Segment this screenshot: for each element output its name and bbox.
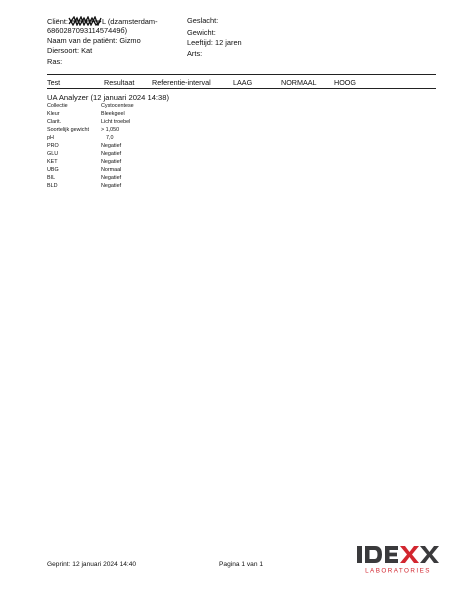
- idexx-laboratories-logo: [357, 545, 439, 575]
- laboratories-wordmark: LABORATORIES: [365, 567, 431, 575]
- test-name: PRO: [47, 143, 59, 149]
- test-result: 7,0: [106, 135, 114, 141]
- patient-name-line: [47, 36, 141, 46]
- test-name: BLD: [47, 183, 58, 189]
- printed-timestamp: Geprint: 12 januari 2024 14:40: [47, 561, 137, 568]
- header-rule-top: [47, 74, 436, 75]
- breed-label: Ras:: [47, 57, 63, 66]
- idexx-wordmark: [357, 546, 439, 563]
- header-rule-bottom: [47, 88, 436, 89]
- test-result: > 1,050: [101, 127, 120, 133]
- result-row: [47, 110, 247, 118]
- test-name: Soortelijk gewicht: [47, 127, 89, 133]
- test-result: Cystocentese: [101, 103, 134, 109]
- test-name: UBG: [47, 167, 59, 173]
- test-name: Collectie: [47, 103, 68, 109]
- test-result: Negatief: [101, 175, 122, 181]
- vet-label: Arts:: [187, 49, 203, 58]
- col-result: Resultaat: [104, 78, 135, 87]
- test-result: Negatief: [101, 151, 122, 157]
- client-value: L (dzamsterdam-: [101, 17, 158, 26]
- species-label: Diersoort:: [47, 46, 80, 55]
- result-row: [47, 182, 247, 190]
- result-row: [47, 150, 247, 158]
- section-title: UA Analyzer (12 januari 2024 14:38): [47, 93, 169, 102]
- test-name: pH: [47, 135, 54, 141]
- test-result: Normaal: [101, 167, 122, 173]
- species-value: Kat: [81, 46, 93, 55]
- result-row: [47, 102, 247, 110]
- species-line: [47, 46, 92, 56]
- result-row: [47, 134, 247, 142]
- test-result: Negatief: [101, 183, 122, 189]
- result-row: [47, 142, 247, 150]
- result-row: [47, 118, 247, 126]
- result-row: [47, 126, 247, 134]
- age-label: Leeftijd:: [187, 38, 213, 47]
- col-normal: NORMAAL: [281, 78, 317, 87]
- col-test: Test: [47, 78, 61, 87]
- col-low: LAAG: [233, 78, 253, 87]
- test-name: Clarit.: [47, 119, 62, 125]
- weight-label: Gewicht:: [187, 28, 216, 37]
- client-label: Cliënt:: [47, 17, 68, 26]
- result-row: [47, 158, 247, 166]
- client-id: 686028709311457449б): [47, 26, 128, 35]
- page-number: Pagina 1 van 1: [219, 561, 263, 568]
- result-row: [47, 174, 247, 182]
- test-name: BIL: [47, 175, 56, 181]
- sex-label: Geslacht:: [187, 16, 219, 25]
- test-name: KET: [47, 159, 58, 165]
- age-value: 12 jaren: [214, 38, 242, 47]
- test-result: Bleekgeel: [101, 111, 125, 117]
- col-reference: Referentie-interval: [152, 78, 211, 87]
- col-high: HOOG: [334, 78, 356, 87]
- patient-name-label: Naam van de patiënt:: [47, 36, 118, 45]
- test-name: Kleur: [47, 111, 60, 117]
- redaction-scribble: [68, 16, 102, 26]
- breed-line: [47, 57, 62, 67]
- test-result: Negatief: [101, 159, 122, 165]
- test-name: GLU: [47, 151, 59, 157]
- patient-name-value: Gizmo: [119, 36, 141, 45]
- test-result: Licht troebel: [101, 119, 131, 125]
- test-result: Negatief: [101, 143, 122, 149]
- age-line: [187, 38, 242, 48]
- result-row: [47, 166, 247, 174]
